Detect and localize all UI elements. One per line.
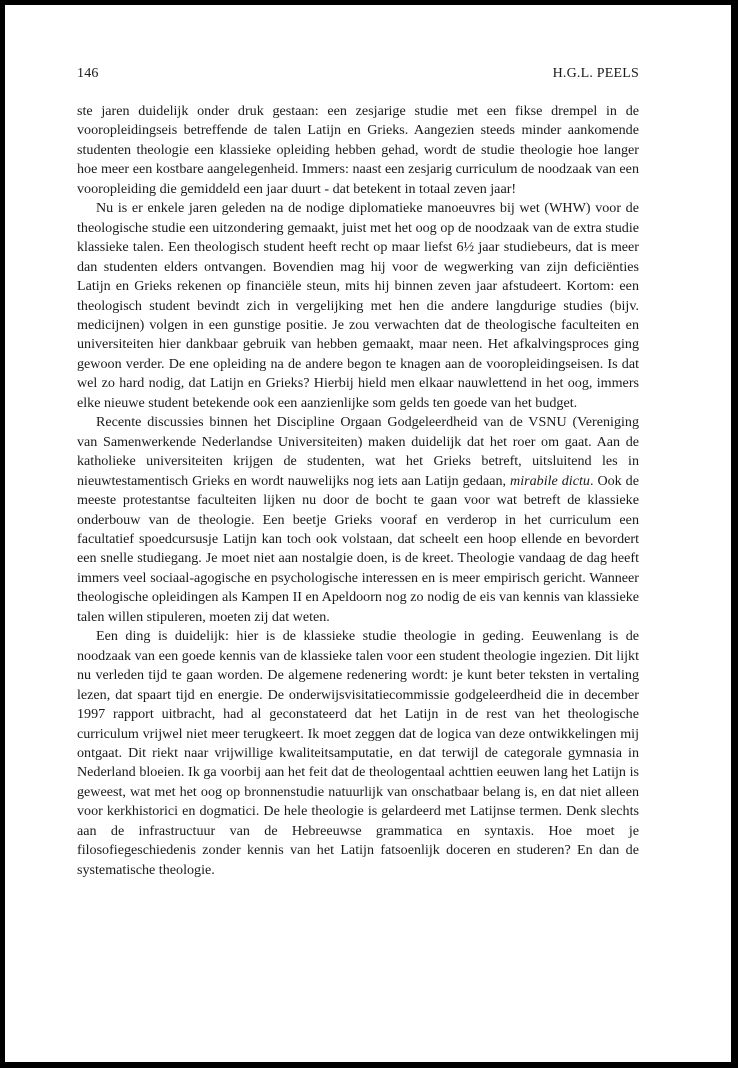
- paragraph-whw-exception: Nu is er enkele jaren geleden na de nodige diplomatieke manoeuvres bij wet (WHW) voor de theologische studie een uitzondering gemaakt, juist met het oog op de noodzaak van de extra studie klassieke talen. Een theologisch student heeft recht op maar liefst 6½ jaar studiebeurs, dat is meer dan studenten elders ontvangen. Bovendien mag hij voor de wegwerking van zijn deficiënties Latijn en Grieks rekenen op financiële steun, mits hij binnen zeven jaar afstudeert. Kortom: een theologisch student bevindt zich in vergelijking met hen die andere langdurige studies (bijv. medicijnen) volgen in een gunstige positie. Je zou verwachten dat de theologische faculteiten en universiteiten hier dankbaar gebruik van hebben gemaakt, maar neen. Het afkalvingsproces ging gewoon verder. De ene opleiding na de andere begon te knagen aan de vooropleidingseisen. Is dat wel zo hard nodig, dat Latijn en Grieks? Hierbij hield men elkaar nauwlettend in het oog, immers elke nieuwe student betekende ook een aanzienlijke som gelds ten goede van het budget.: [77, 200, 639, 411]
- scan-border-left: [0, 0, 5, 1068]
- scan-border-right: [731, 0, 738, 1068]
- paragraph-classical-study: Een ding is duidelijk: hier is de klassieke studie theologie in geding. Eeuwenlang is de noodzaak van een goede kennis van de klassieke talen voor een student theologie ingezien. Dit lijkt nu verleden tijd te gaan worden. De algemene redenering wordt: je kunt beter teksten in vertaling lezen, dat spaart tijd en energie. De onderwijsvisitatiecommissie godgeleerdheid die in december 1997 rapport uitbracht, had al geconstateerd dat het Latijn in de rest van het theologische curriculum vrijwel niet meer terugkeert. Ik moet zeggen dat de logica van deze ontwikkelingen mij ontgaat. Dit riekt naar vrijwillige kwaliteitsamputatie, en dat terwijl de categorale gymnasia in Nederland bloeien. Ik ga voorbij aan het feit dat de theologentaal achttien eeuwen lang het Latijn is geweest, wat met het oog op bronnenstudie natuurlijk van onschatbaar belang is, en dat niet alleen voor kerkhistorici en dogmatici. De hele theologie is gelardeerd met Latijnse termen. Denk slechts aan de infrastructuur van de Hebreeuwse grammatica en syntaxis. Hoe moet je filosofiegeschiedenis zonder kennis van het Latijn fatsoenlijk doceren en studeren? En dan de systematische theologie.: [77, 628, 639, 878]
- paragraph-continued: ste jaren duidelijk onder druk gestaan: een zesjarige studie met een fikse drempel in de vooropleidingseis betreffende de talen Latijn en Grieks. Aangezien steeds minder aankomende studenten theologie een klassieke opleiding hebben gehad, wordt de studie theologie hoe langer hoe meer een kostbare aangelegenheid. Immers: naast een zesjarig curriculum de noodzaak van een vooropleiding die gemiddeld een jaar duurt - dat betekent in totaal zeven jaar!: [77, 103, 639, 197]
- paragraph-text-after: . Ook de meeste protestantse faculteiten lijken nu door de bocht te gaan voor wat betreft de klassieke onderbouw van de theologie. Een beetje Grieks vooraf en verderop in het curriculum een facultatief spoedcursusje Latijn kan toch ook volstaan, dat scheelt een hoop ellende en bevordert een snelle studiegang. Je moet niet aan nostalgie doen, is de kreet. Theologie vandaag de dag heeft immers veel sociaal-agogische en psychologische interessen en is meer empirisch gericht. Wanneer theologische opleidingen als Kampen II en Apeldoorn nog zo nodig de eis van kennis van klassieke talen willen stipuleren, moeten zij dat weten.: [77, 472, 639, 625]
- body-text: [77, 102, 639, 880]
- scan-border-bottom: [0, 1062, 738, 1068]
- running-title: H.G.L. PEELS: [552, 66, 639, 81]
- paragraph-vsnu-discussions: [77, 413, 639, 627]
- running-header: [77, 66, 639, 82]
- document-page: [77, 66, 639, 880]
- scan-border-top: [0, 0, 738, 5]
- paragraph-text-before: Recente discussies binnen het Discipline Orgaan Godgeleerdheid van de VSNU (Vereniging van Samenwerkende Nederlandse Universiteiten) maken duidelijk dat het roer om gaat. Aan de katholieke universiteiten krijgen de studenten, wat het Grieks betreft, uitsluitend les in nieuwtestamentisch Grieks en wordt nauwelijks nog iets aan Latijn gedaan,: [77, 414, 639, 489]
- latin-emphasis: mirabile dictu: [510, 472, 590, 489]
- page-number: 146: [77, 66, 99, 81]
